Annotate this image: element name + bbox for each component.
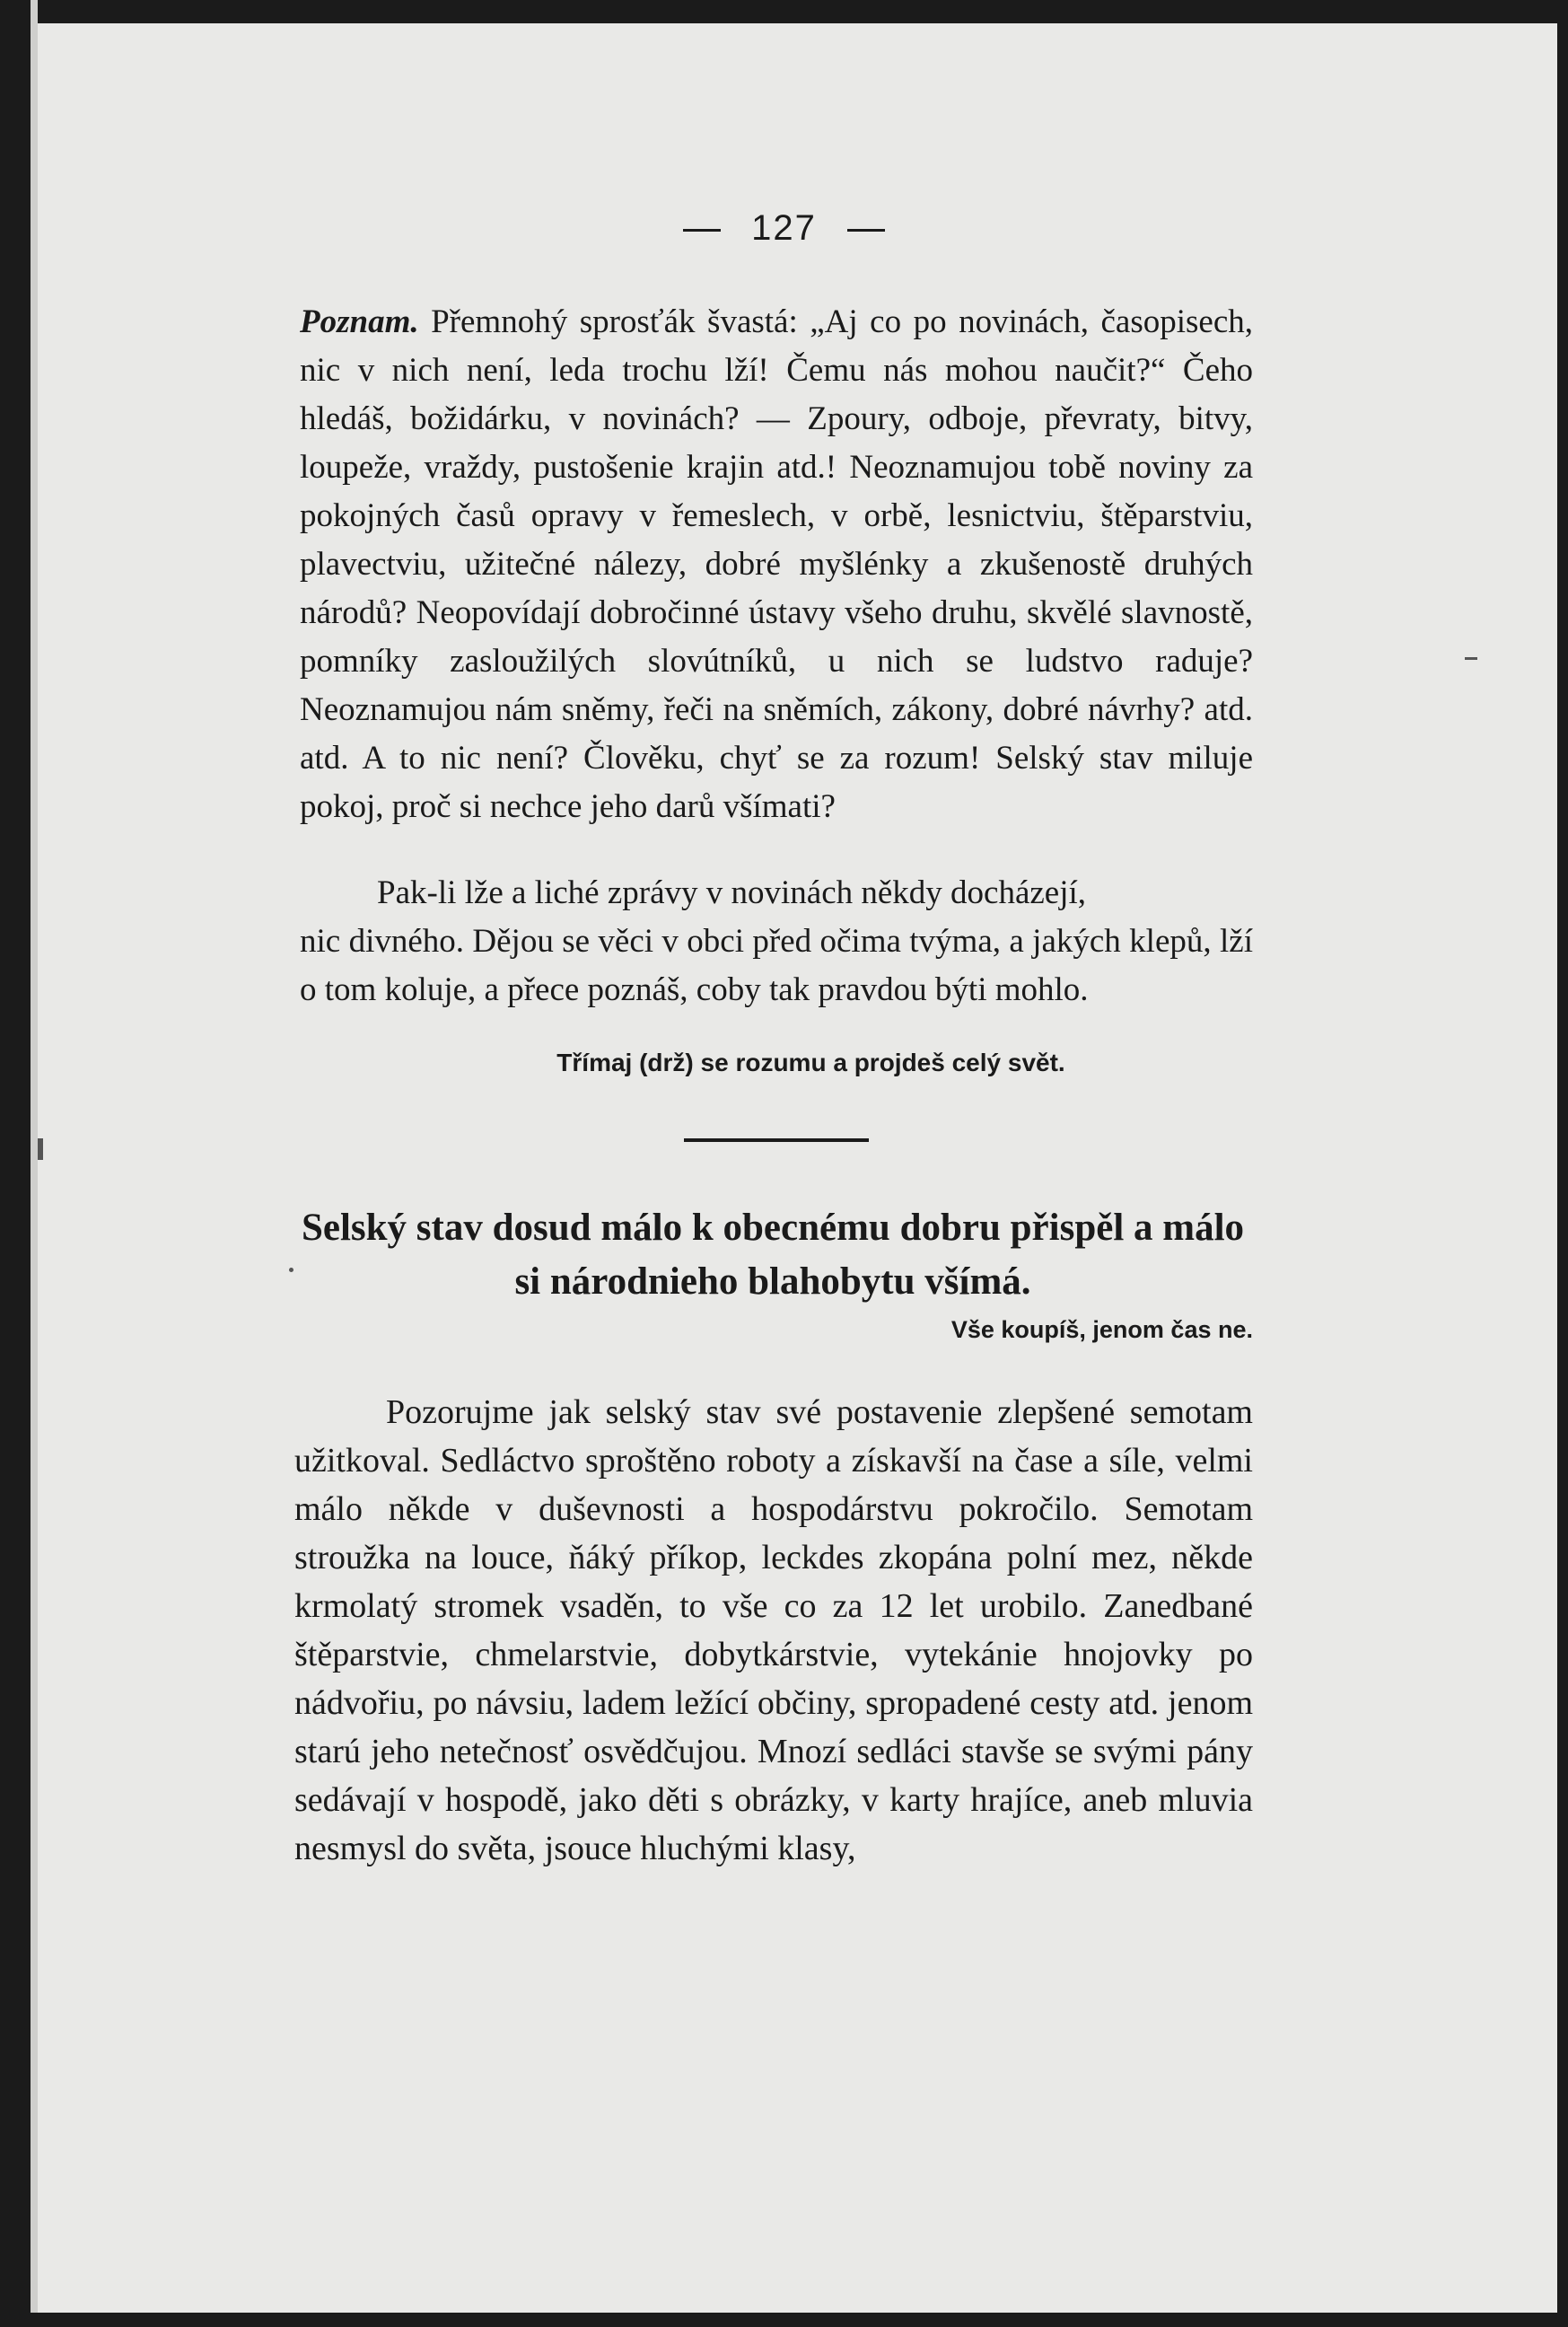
note-text-2-start: Pak-li lže a liché zprávy v novinách někdy docházejí, [377, 874, 1087, 911]
note-motto: Třímaj (drž) se rozumu a projdeš celý svět. [556, 1049, 1065, 1076]
note-paragraph [300, 298, 1253, 831]
scan-border-top [0, 0, 1568, 23]
chapter-motto: Vše koupíš, jenom čas ne. [950, 1316, 1253, 1343]
margin-mark [38, 1138, 43, 1160]
page-number [0, 208, 1568, 249]
note-paragraph-2 [300, 869, 1253, 1014]
scan-gutter [31, 0, 38, 2327]
chapter-body: Pozorujme jak selský stav své postavenie zlepšené semotam užitkoval. Sedláctvo sproštěno roboty a získavší na čase a síle, velmi málo někde v duševnosti a hospodárstvu pokročilo. Semotam stroužka na louce, ňáký příkop, leckdes zkopána polní mez, někde krmolatý stromek vsaděn, to vše co za 12 let urobilo. Zanedbané štěparstvie, chmelarstvie, dobytkárstvie, vytekánie hnojovky po nádvořiu, po návsiu, ladem ležící občiny, spropadené cesty atd. jenom starú jeho netečnosť osvědčujou. Mnozí sedláci stavše se svými pány sedávají v hospodě, jako děti s obrázky, v karty hrajíce, aneb mluvia nesmysl do světa, jsouce hluchými klasy, [294, 1393, 1253, 1867]
note-text: Přemnohý sprosťák švastá: „Aj co po novinách, časopisech, nic v nich není, leda trochu lží! Čemu nás mohou naučit?“ Čeho hledáš, božidárku, v novinách? — Zpoury, odboje, převraty, bitvy, loupeže, vraždy, pustošenie krajin atd.! Neoznamujou tobě noviny za pokojných časů opravy v řemeslech, v orbě, lesnictviu, štěparstviu, plavectviu, užitečné nálezy, dobré myšlénky a zkušenostě druhých národů? Neopovídají dobročinné ústavy všeho druhu, skvělé slavnostě, pomníky zasloužilých slovútníků, u nich se ludstvo raduje? Neoznamujou nám sněmy, řeči na sněmích, zákony, dobré návrhy? atd. atd. A to nic není? Člověku, chyť se za rozum! Selský stav miluje pokoj, proč si nechce jeho darů všímati? [300, 303, 1253, 825]
note-text-2-rest: nic divného. Dějou se věci v obci před očima tvýma, a jakých klepů, lží o tom koluje, a přece poznáš, coby tak pravdou býti mohlo. [300, 923, 1253, 1008]
scan-border-bottom [0, 2313, 1568, 2327]
note-lead: Poznam. [300, 303, 419, 340]
scan-border-left [0, 0, 31, 2327]
chapter-title: Selský stav dosud málo k obecnému dobru přispěl a málo si národnieho blahobytu všímá. [301, 1207, 1245, 1303]
page-number-dash-left [683, 229, 721, 232]
page-number-dash-right [847, 229, 885, 232]
section-divider [684, 1138, 869, 1142]
margin-mark [1465, 657, 1477, 660]
page-number-value: 127 [751, 208, 817, 248]
scan-border-right [1557, 0, 1568, 2327]
